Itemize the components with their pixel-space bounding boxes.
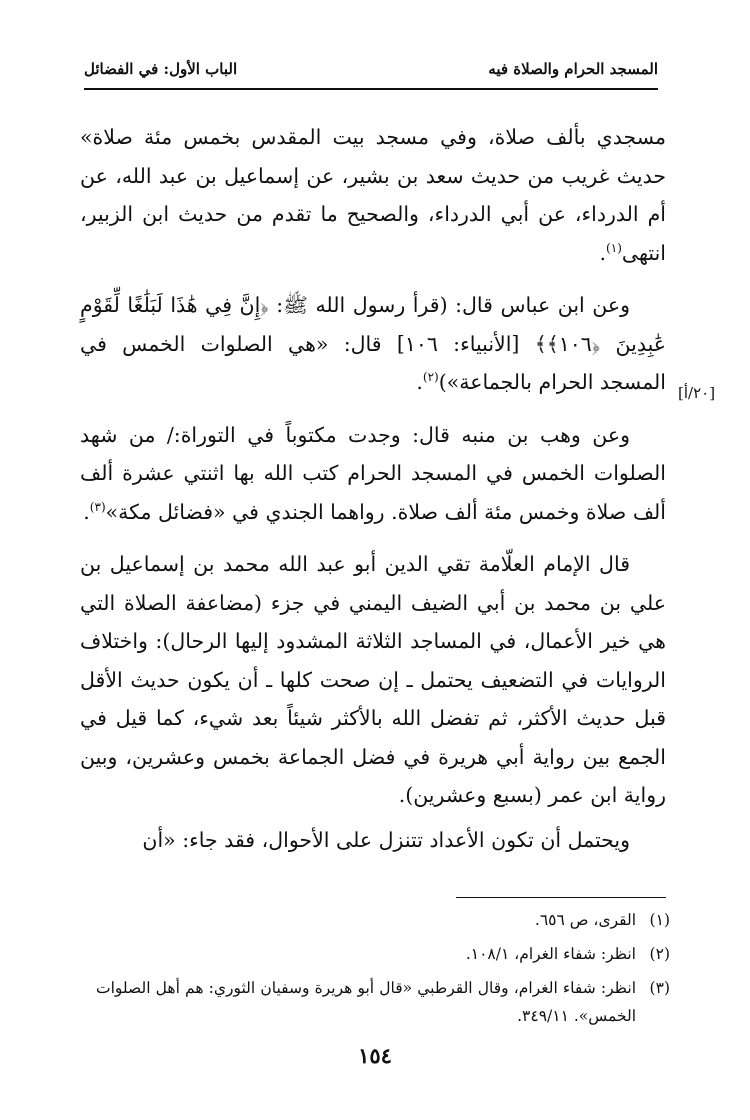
footnote-number: (١) — [649, 911, 670, 929]
chapter-title: المسجد الحرام والصلاة فيه — [488, 60, 658, 78]
footnote-2 — [96, 940, 670, 968]
footnote-text: انظر: شفاء الغرام، وقال القرطبي «قال أبو هريرة وسفيان الثوري: هم أهل الصلوات الخمس». ٣٤٩/١١. — [96, 979, 636, 1025]
footnote-divider — [456, 897, 666, 898]
footnote-text: القرى، ص ٦٥٦. — [534, 911, 636, 929]
paragraph-5: ويحتمل أن تكون الأعداد تتنزل على الأحوال، فقد جاء: «أن — [142, 827, 630, 852]
manuscript-folio-ref: [٢٠/أ] — [678, 384, 716, 402]
footnote-1 — [96, 906, 670, 934]
footnote-text: انظر: شفاء الغرام، ١٠٨/١. — [465, 945, 636, 963]
footnote-number: (٢) — [649, 945, 670, 963]
footnote-3 — [96, 974, 670, 1030]
running-header — [84, 58, 658, 90]
footnote-ref-1: (١) — [606, 240, 622, 255]
footnote-number: (٣) — [649, 979, 670, 997]
paragraph-3: وعن وهب بن منبه قال: وجدت مكتوباً في التوراة:/ من شهد الصلوات الخمس في المسجد الحرام كتب الله بها اثنتي عشرة ألف ألف صلاة وخمس مئة ألف صلاة. رواهما الجندي في «فضائل مكة»$^{(٣)}$. — [80, 422, 666, 524]
footnote-ref-3: (٣) — [89, 499, 106, 514]
footnote-ref-2: (٢) — [422, 370, 439, 385]
footnotes — [96, 906, 670, 1036]
body-text — [80, 118, 666, 859]
page-number: ١٥٤ — [358, 1043, 392, 1068]
paragraph-4: قال الإمام العلّامة تقي الدين أبو عبد الله محمد بن إسماعيل بن علي بن محمد بن أبي الضيف اليمني في جزء (مضاعفة الصلاة التي هي خير الأعمال، في المساجد الثلاثة المشدود إليها الرحال): واختلاف الروايات في التضعيف يحتمل ـ إن صحت كلها ـ أن يكون حديث الأقل قبل حديث الأكثر، ثم تفضل الله بالأكثر شيئاً بعد شيء، كما قيل في الجمع بين رواية أبي هريرة في فضل الجماعة بخمس وعشرين، وبين رواية ابن عمر (بسبع وعشرين). — [80, 552, 666, 807]
paragraph-1: مسجدي بألف صلاة، وفي مسجد بيت المقدس بخمس مئة صلاة» حديث غريب من حديث سعد بن بشير، عن إسماعيل بن عبد الله، عن أم الدرداء، عن أبي الدرداء، والصحيح ما تقدم من حديث ابن الزبير، انتهى$^{(١)}$. — [80, 125, 666, 265]
section-title: الباب الأول: في الفضائل — [84, 60, 238, 78]
paragraph-2: وعن ابن عباس قال: (قرأ رسول الله ﷺ: ﴿إِنَّ فِي هَٰذَا لَبَلَٰغًا لِّقَوْمٍ عَٰبِدِينَ ﴿١٠٦﴾﴾ [الأنبياء: ١٠٦] قال: «هي الصلوات الخمس في المسجد الحرام بالجماعة»)$^{(٢)}$. — [80, 293, 666, 394]
